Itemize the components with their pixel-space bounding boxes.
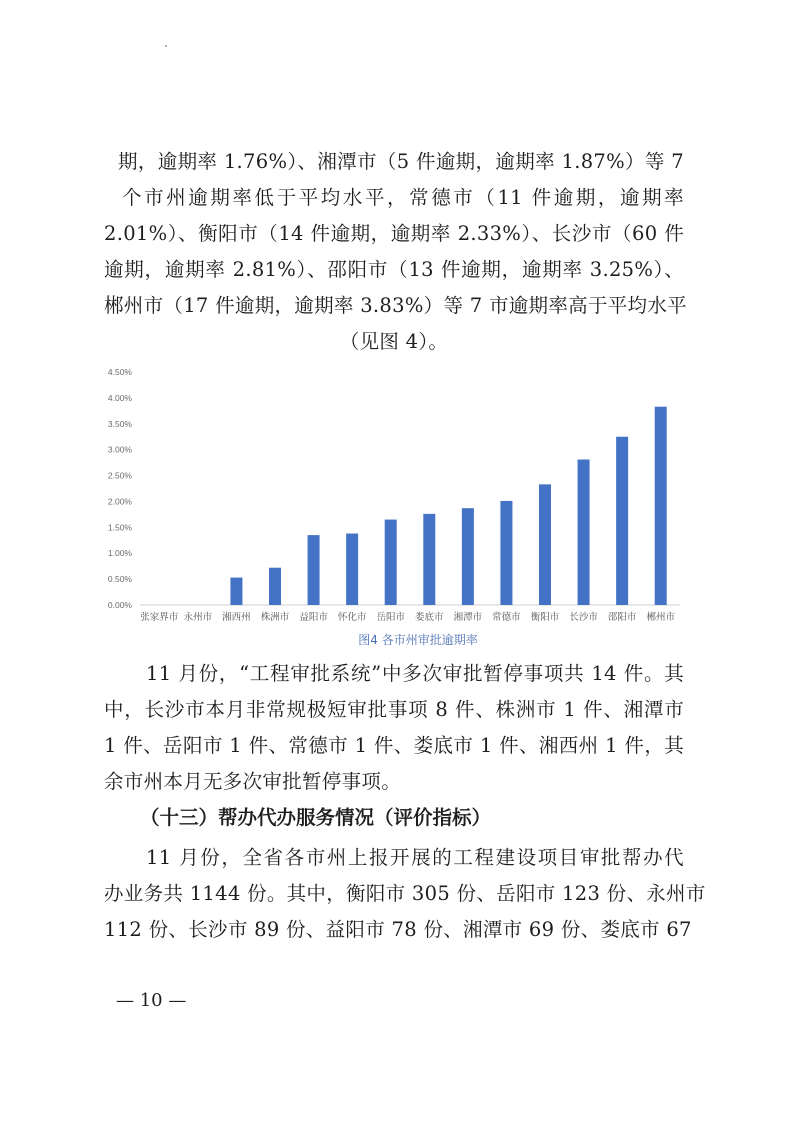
bar-怀化市 (346, 534, 358, 605)
text-line: 中，长沙市本月非常规极短审批事项 8 件、株洲市 1 件、湘潭市 (104, 698, 684, 721)
paragraph-overdue-rates (104, 144, 687, 360)
bar-长沙市 (578, 460, 590, 605)
text-line: 郴州市（17 件逾期，逾期率 3.83%）等 7 市逾期率高于平均水平 (104, 294, 687, 317)
x-tick-label: 湘潭市 (453, 612, 483, 623)
x-tick-label: 郴州市 (646, 612, 675, 623)
text-line: 2.01%）、衡阳市（14 件逾期，逾期率 2.33%）、长沙市（60 件 (104, 222, 684, 245)
page-number: — 10 — (116, 990, 187, 1011)
figure-overdue-rate-chart (88, 362, 686, 652)
y-tick-label: 0.50% (107, 574, 132, 585)
text-line: （见图 4）。 (339, 330, 449, 353)
text-line: 办业务共 1144 份。其中，衡阳市 305 份、岳阳市 123 份、永州市 (104, 882, 706, 905)
paragraph-assistance (104, 840, 706, 948)
x-tick-label: 娄底市 (415, 612, 444, 623)
y-tick-label: 2.50% (107, 470, 132, 481)
chart-title: 图4 各市州审批逾期率 (358, 633, 478, 647)
y-tick-label: 1.00% (107, 548, 132, 559)
text-line: 余市州本月无多次审批暂停事项。 (104, 770, 402, 793)
text-line: 个市州逾期率低于平均水平，常德市（11 件逾期，逾期率 (122, 186, 684, 209)
text-line: 1 件、岳阳市 1 件、常德市 1 件、娄底市 1 件、湘西州 1 件，其 (104, 734, 684, 757)
x-tick-label: 益阳市 (299, 612, 328, 623)
text-line: 11 月份，“工程审批系统”中多次审批暂停事项共 14 件。其 (146, 662, 684, 685)
bar-娄底市 (423, 514, 435, 605)
y-tick-label: 4.50% (107, 367, 132, 377)
x-tick-label: 株洲市 (260, 612, 290, 623)
x-tick-label: 怀化市 (337, 612, 367, 623)
x-tick-label: 邵阳市 (607, 612, 637, 623)
bar-常德市 (500, 501, 512, 605)
y-tick-label: 3.50% (107, 418, 132, 429)
text-line: 期，逾期率 1.76%）、湘潭市（5 件逾期，逾期率 1.87%）等 7 (118, 150, 684, 173)
text-line: 逾期，逾期率 2.81%）、邵阳市（13 件逾期，逾期率 3.25%）、 (104, 258, 684, 281)
x-tick-label: 张家界市 (140, 612, 179, 623)
x-tick-label: 衡阳市 (530, 612, 560, 623)
scan-speck (165, 45, 167, 47)
paragraph-suspensions (104, 656, 684, 800)
bar-邵阳市 (616, 437, 628, 605)
x-tick-label: 常德市 (492, 612, 521, 623)
y-tick-label: 4.00% (107, 392, 132, 403)
bar-株洲市 (269, 568, 281, 605)
x-tick-label: 岳阳市 (376, 612, 405, 623)
bar-益阳市 (308, 535, 320, 605)
y-tick-label: 1.50% (107, 522, 132, 533)
section-heading: （十三）帮办代办服务情况（评价指标） (140, 806, 492, 829)
x-tick-label: 永州市 (183, 612, 213, 623)
bar-衡阳市 (539, 484, 551, 605)
bar-岳阳市 (385, 520, 397, 605)
text-line: 112 份、长沙市 89 份、益阳市 78 份、湘潭市 69 份、娄底市 67 (104, 918, 692, 941)
x-tick-label: 长沙市 (569, 612, 598, 623)
x-tick-label: 湘西州 (222, 612, 251, 623)
bar-郴州市 (655, 407, 667, 605)
bar-湘西州 (230, 578, 242, 605)
y-tick-label: 3.00% (107, 444, 132, 455)
y-tick-label: 2.00% (107, 496, 132, 507)
y-tick-label: 0.00% (107, 600, 132, 610)
text-line: 11 月份，全省各市州上报开展的工程建设项目审批帮办代 (146, 846, 684, 869)
bar-chart (88, 362, 686, 652)
bar-湘潭市 (462, 508, 474, 605)
